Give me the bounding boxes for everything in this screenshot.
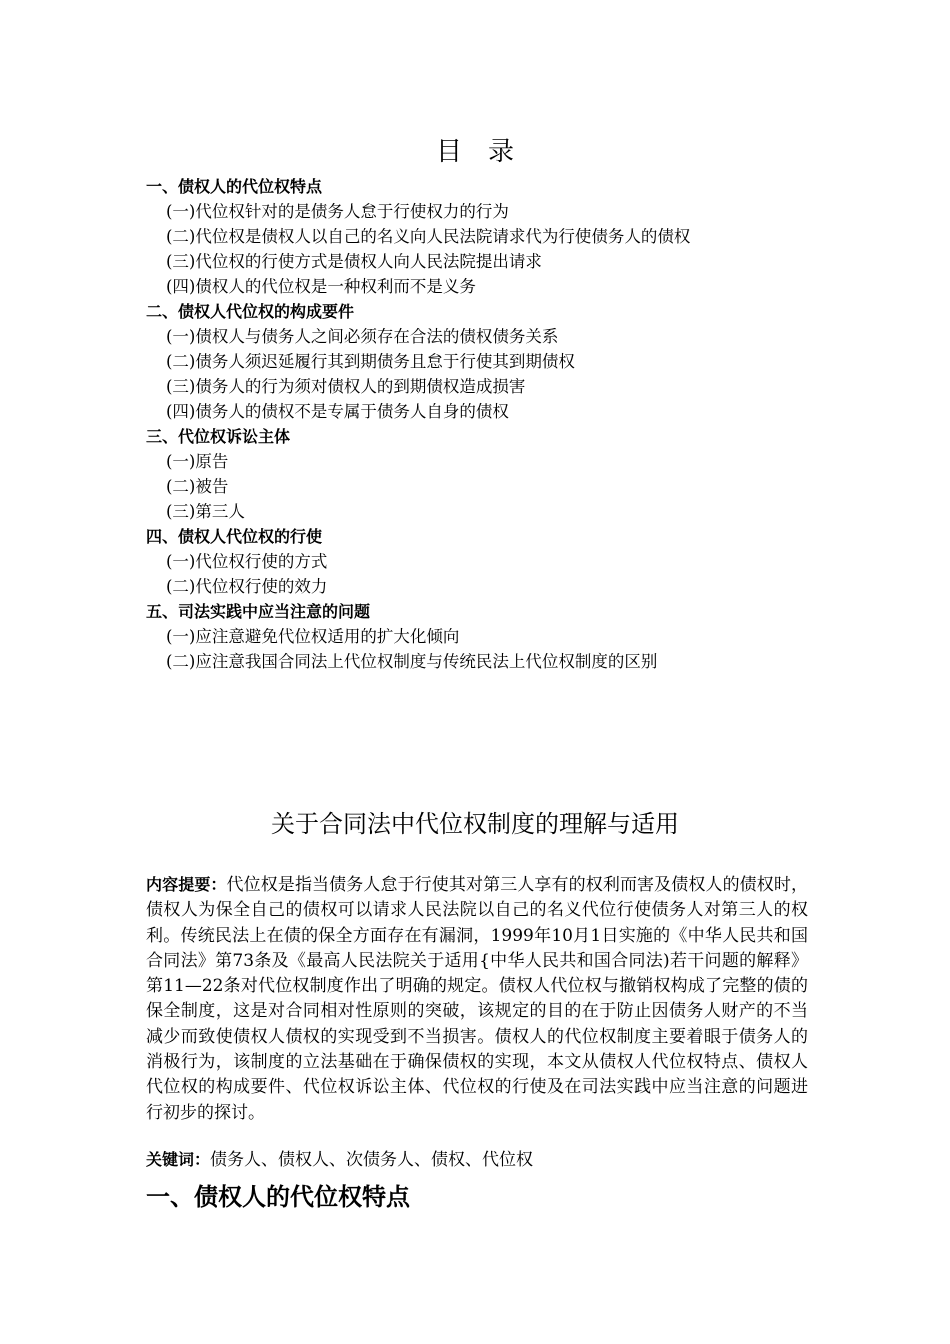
document-title: 关于合同法中代位权制度的理解与适用 — [271, 810, 679, 838]
toc-heading: 四、债权人代位权的行使 — [146, 527, 323, 546]
toc-item: (一)代位权行使的方式 — [166, 552, 328, 571]
table-of-contents — [146, 174, 826, 674]
toc-item: (二)被告 — [166, 477, 229, 496]
toc-item: (二)代位权是债权人以自己的名义向人民法院请求代为行使债务人的债权 — [166, 227, 691, 246]
section-heading: 一、债权人的代位权特点 — [146, 1183, 410, 1211]
toc-item: (二)应注意我国合同法上代位权制度与传统民法上代位权制度的区别 — [166, 652, 658, 671]
toc-heading: 三、代位权诉讼主体 — [146, 427, 291, 446]
toc-item: (一)应注意避免代位权适用的扩大化倾向 — [166, 627, 460, 646]
toc-heading: 五、司法实践中应当注意的问题 — [146, 602, 371, 621]
toc-item: (一)原告 — [166, 452, 229, 471]
keywords-text: 债务人、债权人、次债务人、债权、代位权 — [210, 1150, 534, 1170]
keywords-label: 关键词： — [146, 1150, 211, 1169]
abstract-paragraph — [146, 872, 808, 1126]
toc-item: (一)债权人与债务人之间必须存在合法的债权债务关系 — [166, 327, 559, 346]
abstract-text: 代位权是指当债务人怠于行使其对第三人享有的权利而害及债权人的债权时，债权人为保全自己的债权可以请求人民法院以自己的名义代位行使债务人对第三人的权利。传统民法上在债的保全方面存在有漏洞，1999年10月1日实施的《中华人民共和国合同法》第73条及《最高人民法院关于适用{中华人民共和国合同法)若干问题的解释》第11—22条对代位权制度作出了明确的规定。债权人代位权与撤销权构成了完整的债的保全制度，这是对合同相对性原则的突破，该规定的目的在于防止因债务人财产的不当减少而致使债权人债权的实现受到不当损害。债权人的代位权制度主要着眼于债务人的消极行为，该制度的立法基础在于确保债权的实现，本文从债权人代位权特点、债权人代位权的构成要件、代位权诉讼主体、代位权的行使及在司法实践中应当注意的问题进行初步的探讨。 — [146, 875, 808, 1123]
toc-item: (三)第三人 — [166, 502, 245, 521]
toc-item: (四)债权人的代位权是一种权利而不是义务 — [166, 277, 476, 296]
toc-heading: 二、债权人代位权的构成要件 — [146, 302, 355, 321]
keywords-line — [146, 1147, 808, 1173]
toc-item: (一)代位权针对的是债务人怠于行使权力的行为 — [166, 202, 509, 221]
toc-item: (四)债务人的债权不是专属于债务人自身的债权 — [166, 402, 509, 421]
toc-item: (二)代位权行使的效力 — [166, 577, 328, 596]
toc-heading: 一、债权人的代位权特点 — [146, 177, 323, 196]
toc-item: (二)债务人须迟延履行其到期债务且怠于行使其到期债权 — [166, 352, 575, 371]
toc-item: (三)代位权的行使方式是债权人向人民法院提出请求 — [166, 252, 542, 271]
toc-title: 目录 — [435, 137, 540, 167]
abstract-label: 内容提要： — [146, 875, 227, 894]
toc-item: (三)债务人的行为须对债权人的到期债权造成损害 — [166, 377, 526, 396]
